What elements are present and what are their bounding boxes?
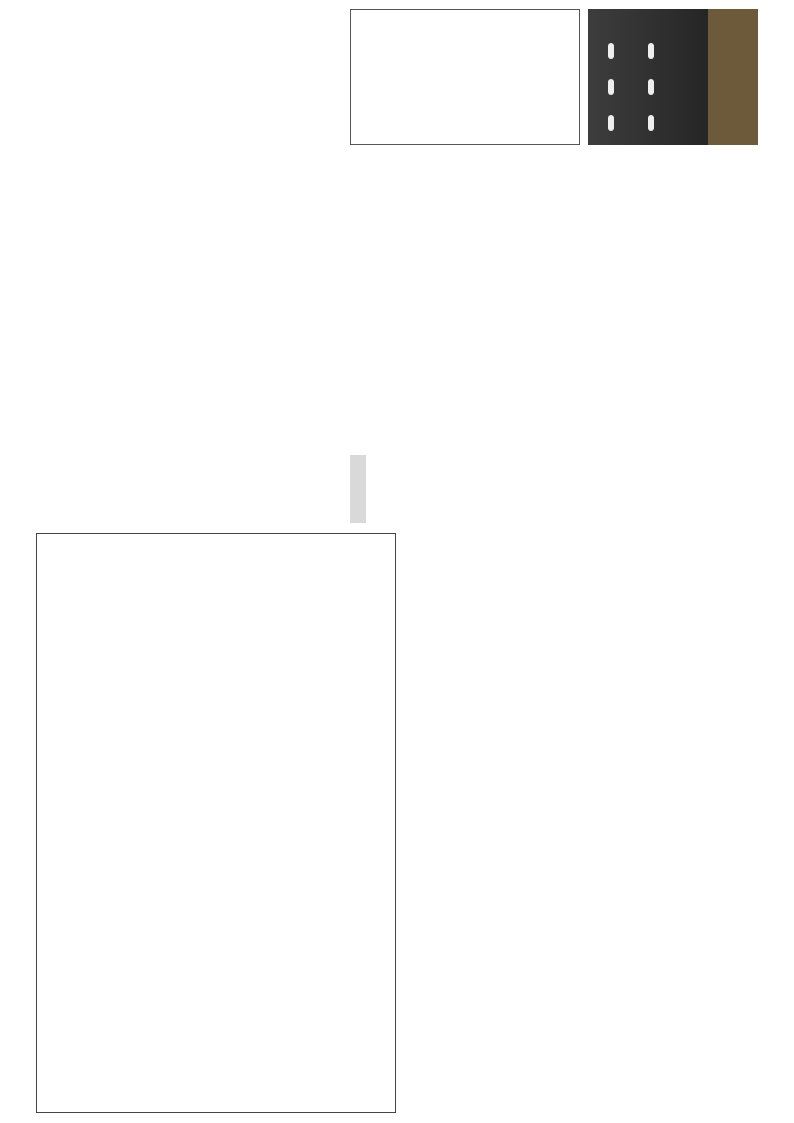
facility-intro-box [350,9,580,145]
page-title [10,13,50,523]
info-labels [350,455,366,523]
facility-info [350,143,366,523]
event-calendar [36,533,396,1113]
gymnasium-photo [588,9,758,145]
